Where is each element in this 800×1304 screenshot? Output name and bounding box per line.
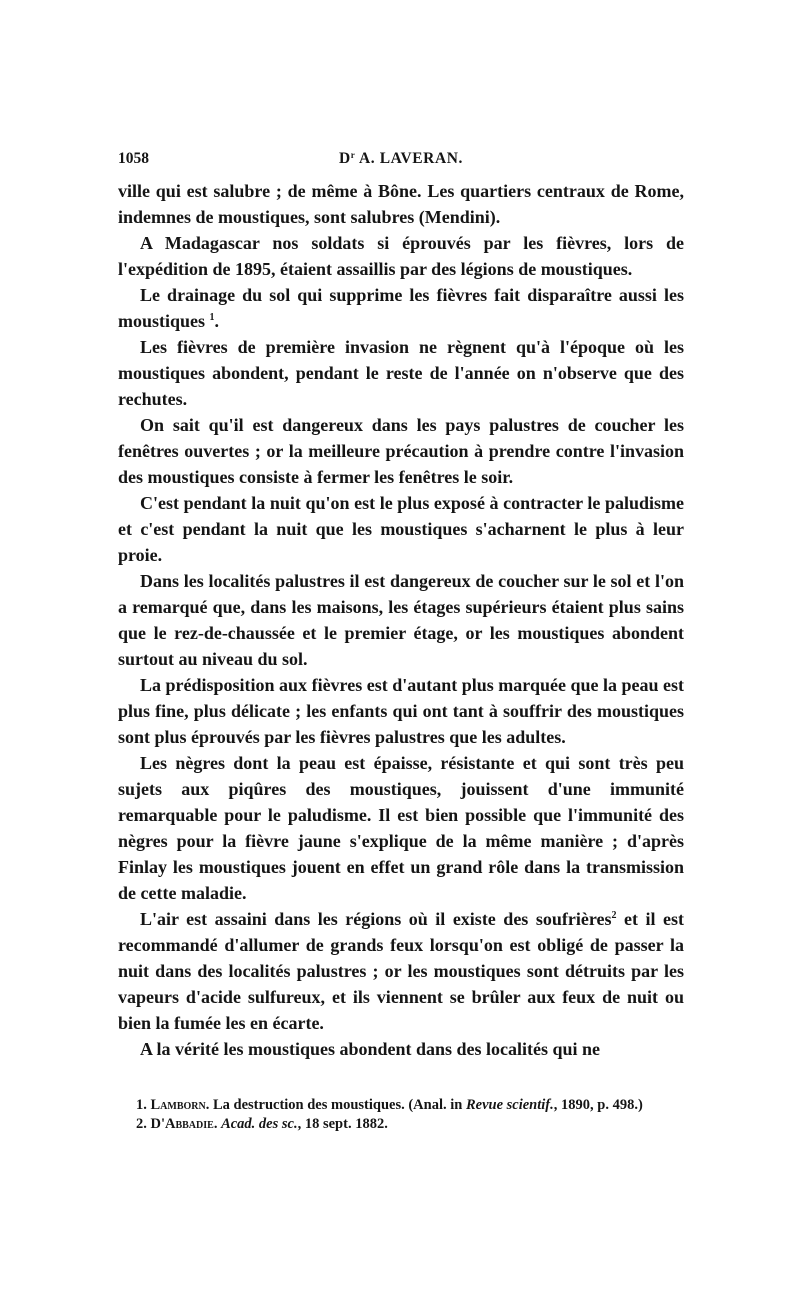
footnotes [118, 1096, 684, 1134]
paragraph-text: ville qui est salubre ; de même à Bône. Les quartiers centraux de Rome, indemnes de moustiques, sont salubres (Mendini). [118, 181, 684, 227]
footnote-ref[interactable]: 2 [611, 910, 617, 921]
paragraph [118, 334, 684, 412]
paragraph-text: Le drainage du sol qui supprime les fièvres fait disparaître aussi les moustiques [118, 285, 684, 331]
paragraph-text-tail: . [214, 311, 220, 331]
paragraph-text-tail: et il est recommandé d'allumer de grands feux lorsqu'on est obligé de passer la nuit dans des localités palustres ; or les moustiques sont détruits par les vapeurs d'acide sulfureux, et ils viennent se brûler aux feux de nuit ou bien la fumée les en écarte. [118, 909, 684, 1033]
author-name: A. LAVERAN. [358, 150, 464, 167]
paragraph [118, 672, 684, 750]
footnote-author: Lamborn. [150, 1097, 210, 1113]
paragraph-text: A la vérité les moustiques abondent dans des localités qui ne [140, 1039, 601, 1059]
footnote-number: 2. [136, 1116, 147, 1132]
body-text [118, 178, 684, 1062]
footnote-journal: Revue scientif. [465, 1097, 554, 1113]
paragraph-text: A Madagascar nos soldats si éprouvés par les fièvres, lors de l'expédition de 1895, étaient assaillis par des légions de moustiques. [118, 233, 684, 279]
footnote-text-rest: , 18 sept. 1882. [297, 1116, 388, 1132]
footnote-author: D'Abbadie. [150, 1116, 218, 1132]
footnote-text: La destruction des moustiques. (Anal. in [209, 1097, 466, 1113]
paragraph-text: Les nègres dont la peau est épaisse, résistante et qui sont très peu sujets aux piqûres des moustiques, jouissent d'une immunité remarquable pour le paludisme. Il est bien possible que l'immunité des nègres pour la fièvre jaune s'explique de la même manière ; d'après Finlay les moustiques jouent en effet un grand rôle dans la transmission de cette maladie. [118, 753, 684, 903]
paragraph [118, 282, 684, 334]
footnote-ref[interactable]: 1 [209, 312, 215, 323]
paragraph-text: On sait qu'il est dangereux dans les pays palustres de coucher les fenêtres ouvertes ; or la meilleure précaution à prendre contre l'invasion des moustiques consiste à fermer les fenêtres le soir. [118, 415, 684, 487]
page-number: 1058 [118, 150, 149, 167]
footnote-journal: Acad. des sc. [221, 1116, 298, 1132]
paragraph [118, 412, 684, 490]
paragraph [118, 750, 684, 906]
paragraph-continued [118, 178, 684, 230]
paragraph [118, 490, 684, 568]
paragraph [118, 568, 684, 672]
footnote-text-rest: , 1890, p. 498.) [553, 1097, 643, 1113]
footnote-number: 1. [136, 1097, 147, 1113]
paragraph-text: La prédisposition aux fièvres est d'autant plus marquée que la peau est plus fine, plus délicate ; les enfants qui ont tant à souffrir des moustiques sont plus éprouvés par les fièvres palustres que les adultes. [118, 675, 684, 747]
page-header [118, 150, 684, 172]
paragraph [118, 906, 684, 1036]
running-head [118, 150, 684, 168]
footnote [118, 1115, 684, 1134]
paragraph-text: Les fièvres de première invasion ne règnent qu'à l'époque où les moustiques abondent, pendant le reste de l'année on n'observe que des rechutes. [118, 337, 684, 409]
paragraph [118, 230, 684, 282]
author-prefix: D [338, 150, 351, 167]
footnote [118, 1096, 684, 1115]
paragraph-text: Dans les localités palustres il est dangereux de coucher sur le sol et l'on a remarqué que, dans les maisons, les étages supérieurs étaient plus sains que le rez-de-chaussée et le premier étage, or les moustiques abondent surtout au niveau du sol. [118, 571, 684, 669]
paragraph-text: C'est pendant la nuit qu'on est le plus exposé à contracter le paludisme et c'est pendant la nuit que les moustiques s'acharnent le plus à leur proie. [118, 493, 684, 565]
author-prefix-sup: r [350, 150, 356, 160]
paragraph-text: L'air est assaini dans les régions où il existe des soufrières [140, 909, 612, 929]
paragraph [118, 1036, 684, 1062]
